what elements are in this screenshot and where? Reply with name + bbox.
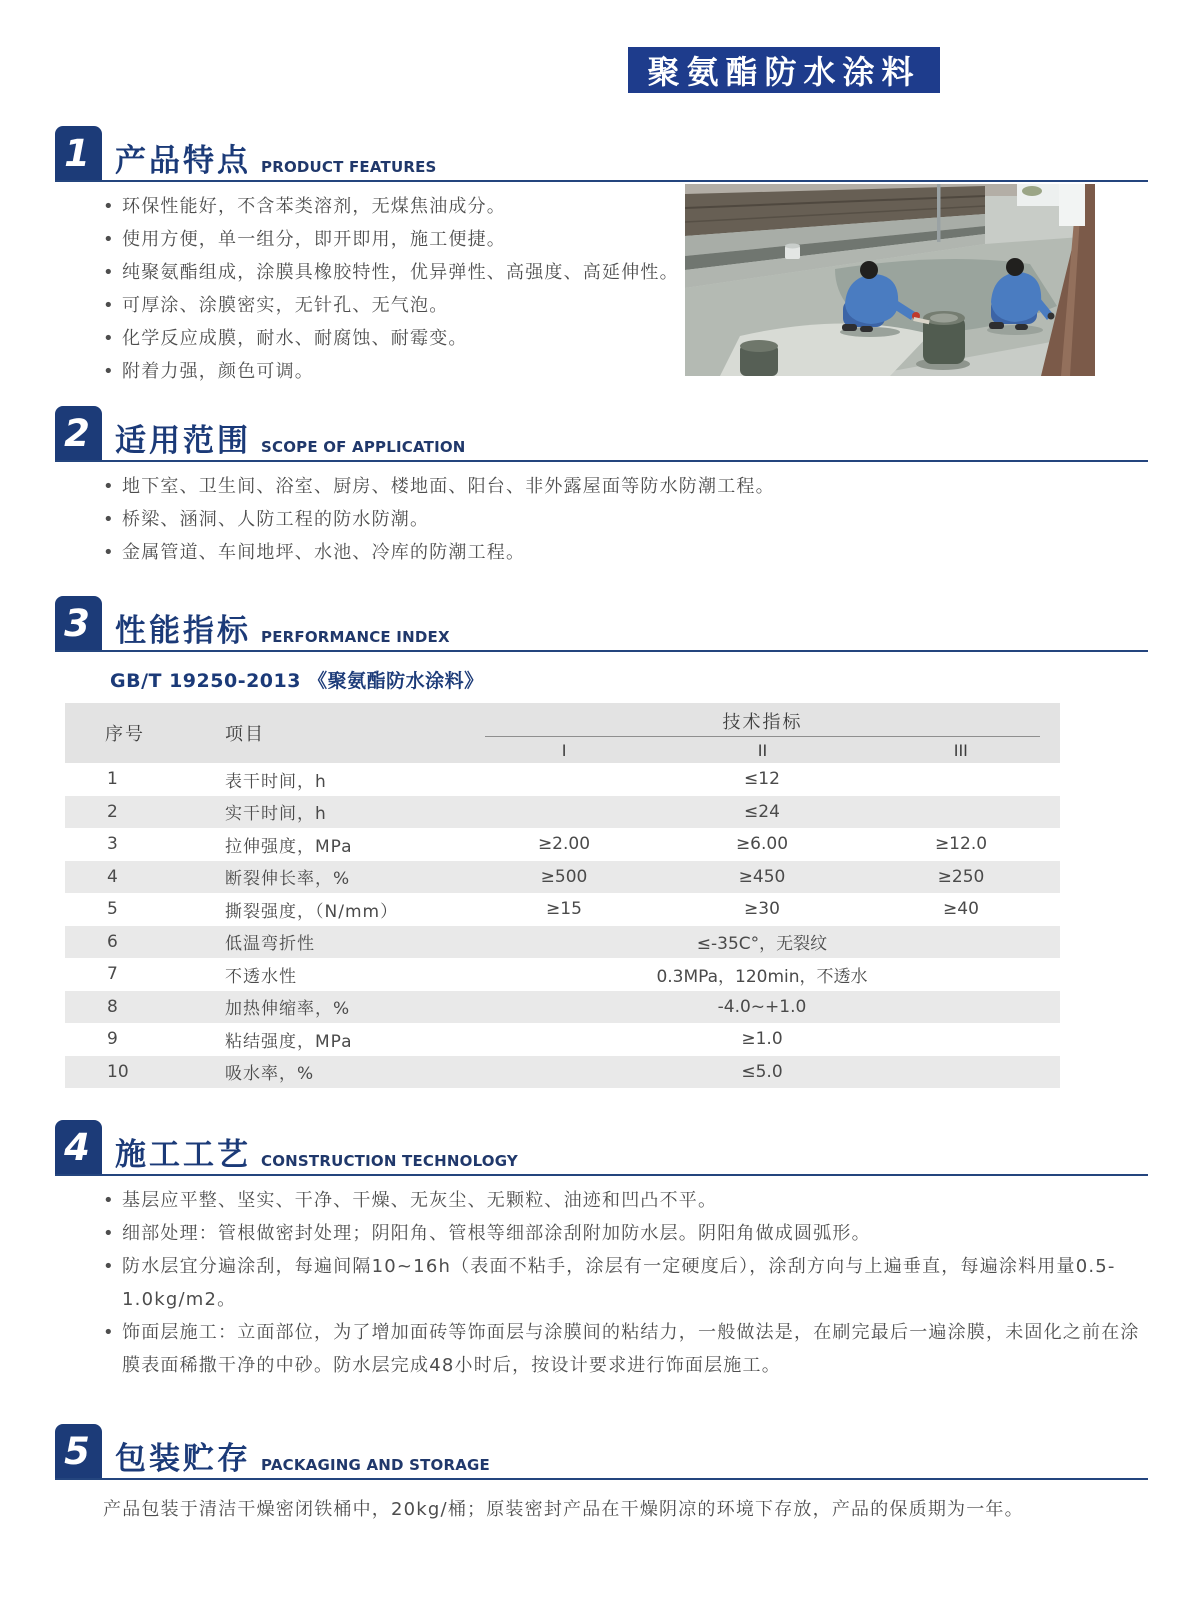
cell-no: 3 <box>107 834 118 855</box>
section-number-badge <box>55 1424 102 1478</box>
section-scope-of-application <box>55 404 1148 569</box>
application-photo <box>685 184 1095 376</box>
list-item: • 地下室、卫生间、浴室、厨房、楼地面、阳台、非外露屋面等防水防潮工程。 <box>103 470 1143 503</box>
list-item: • 防水层宜分遍涂刮，每遍间隔10~16h（表面不粘手，涂层有一定硬度后），涂刮方向与上遍垂直，每遍涂料用量0.5-1.0kg/m2。 <box>103 1250 1148 1316</box>
grade-headers <box>465 737 1060 763</box>
cell-no: 9 <box>107 1029 118 1050</box>
cell-grade-1 <box>465 763 663 796</box>
section-subtitle: PERFORMANCE INDEX <box>261 628 450 646</box>
section-header <box>55 1118 1148 1176</box>
list-item: • 纯聚氨酯组成，涂膜具橡胶特性，优异弹性、高强度、高延伸性。 <box>103 256 703 289</box>
cell-no: 2 <box>107 801 118 822</box>
section-heading <box>115 613 450 650</box>
cell-grade-1 <box>465 1023 663 1056</box>
cell-no: 10 <box>107 1061 129 1082</box>
cell-grade-1 <box>465 926 663 959</box>
section-number: 2 <box>64 411 90 455</box>
section-number: 1 <box>64 131 90 175</box>
section-subtitle: PACKAGING AND STORAGE <box>261 1456 490 1474</box>
col-header-seq: 序号 <box>105 724 145 745</box>
cell-grade-3 <box>862 926 1060 959</box>
table-row <box>65 861 1060 894</box>
table-row <box>65 991 1060 1024</box>
list-item: • 可厚涂、涂膜密实，无针孔、无气泡。 <box>103 289 703 322</box>
cell-no: 6 <box>107 931 118 952</box>
section-title: 适用范围 <box>115 423 251 459</box>
cell-grade-1 <box>465 991 663 1024</box>
section-number: 3 <box>64 601 90 645</box>
section-subtitle: SCOPE OF APPLICATION <box>261 438 466 456</box>
cell-item: 拉伸强度，MPa <box>225 836 353 857</box>
section-header <box>55 124 1148 182</box>
cell-grade-3 <box>862 1056 1060 1089</box>
cell-grade-3: ≥40 <box>943 899 979 920</box>
table-row <box>65 1023 1060 1056</box>
cell-no: 5 <box>107 899 118 920</box>
section-heading <box>115 1137 518 1174</box>
cell-grade-3 <box>862 958 1060 991</box>
cell-item: 吸水率，% <box>225 1064 315 1085</box>
cell-item: 撕裂强度，（N/mm） <box>225 901 399 922</box>
col-header-grade-2: II <box>757 740 768 760</box>
section-number-badge <box>55 596 102 650</box>
col-header-tech: 技术指标 <box>722 712 803 733</box>
cell-no: 1 <box>107 769 118 790</box>
section-packaging-storage <box>55 1422 1148 1526</box>
product-title-banner: 聚氨酯防水涂料 <box>628 47 940 93</box>
storage-text: 产品包装于清洁干燥密闭铁桶中，20kg/桶；原装密封产品在干燥阴凉的环境下存放，产品的保质期为一年。 <box>103 1499 1024 1520</box>
col-header-grade-3: III <box>953 740 968 760</box>
table-row <box>65 763 1060 796</box>
list-item: • 化学反应成膜，耐水、耐腐蚀、耐霉变。 <box>103 322 703 355</box>
table-row <box>65 926 1060 959</box>
table-header <box>65 703 1060 763</box>
list-item: • 附着力强，颜色可调。 <box>103 355 703 388</box>
table-row <box>65 893 1060 926</box>
cell-grade-2: 0.3MPa，120min，不透水 <box>656 966 868 987</box>
table-body <box>65 763 1060 1088</box>
feature-list <box>103 190 703 388</box>
section-number-badge <box>55 406 102 460</box>
cell-grade-1: ≥15 <box>546 899 582 920</box>
cell-grade-3 <box>862 796 1060 829</box>
section-number: 4 <box>64 1125 90 1169</box>
table-row <box>65 958 1060 991</box>
section-construction-technology <box>55 1118 1148 1382</box>
table-row <box>65 828 1060 861</box>
cell-grade-2: ≤12 <box>744 769 780 790</box>
cell-grade-1 <box>465 796 663 829</box>
application-list <box>103 470 1143 569</box>
list-item: • 桥梁、涵洞、人防工程的防水防潮。 <box>103 503 1143 536</box>
cell-item: 不透水性 <box>225 966 297 987</box>
section-title: 包装贮存 <box>115 1441 251 1477</box>
performance-table <box>65 703 1060 1088</box>
section-title: 产品特点 <box>115 143 251 179</box>
standard-reference: GB/T 19250-2013 《聚氨酯防水涂料》 <box>110 670 484 692</box>
cell-item: 加热伸缩率，% <box>225 999 351 1020</box>
cell-grade-1 <box>465 958 663 991</box>
list-item: • 基层应平整、坚实、干净、干燥、无灰尘、无颗粒、油迹和凹凸不平。 <box>103 1184 1148 1217</box>
cell-grade-2: ≥6.00 <box>735 834 789 855</box>
section-header <box>55 404 1148 462</box>
cell-item: 断裂伸长率，% <box>225 869 351 890</box>
section-heading <box>115 1441 490 1478</box>
cell-item: 表干时间，h <box>225 771 327 792</box>
cell-grade-1 <box>465 1056 663 1089</box>
cell-grade-2: ≤24 <box>744 801 780 822</box>
cell-grade-2: ≤5.0 <box>741 1061 783 1082</box>
cell-grade-2: ≥1.0 <box>741 1029 783 1050</box>
section-number-badge <box>55 1120 102 1174</box>
cell-grade-2: -4.0~+1.0 <box>717 996 807 1017</box>
section-header <box>55 594 1148 652</box>
section-heading <box>115 423 466 460</box>
section-subtitle: PRODUCT FEATURES <box>261 158 437 176</box>
section-title: 施工工艺 <box>115 1137 251 1173</box>
cell-grade-3: ≥12.0 <box>934 834 988 855</box>
cell-item: 粘结强度，MPa <box>225 1031 353 1052</box>
cell-grade-2: ≥30 <box>744 899 780 920</box>
cell-grade-3 <box>862 1023 1060 1056</box>
construction-steps-list <box>103 1184 1148 1382</box>
cell-grade-1: ≥2.00 <box>537 834 591 855</box>
section-heading <box>115 143 437 180</box>
section-title: 性能指标 <box>115 613 251 649</box>
cell-item: 实干时间，h <box>225 804 327 825</box>
section-number-badge <box>55 126 102 180</box>
cell-grade-3 <box>862 991 1060 1024</box>
col-header-item: 项目 <box>225 724 265 745</box>
cell-grade-1: ≥500 <box>540 866 588 887</box>
table-row <box>65 1056 1060 1089</box>
cell-no: 7 <box>107 964 118 985</box>
section-header <box>55 1422 1148 1480</box>
col-header-grade-1: I <box>561 740 567 760</box>
section-subtitle: CONSTRUCTION TECHNOLOGY <box>261 1152 518 1170</box>
section-performance-index <box>55 594 1148 1088</box>
cell-grade-2: ≥450 <box>738 866 786 887</box>
cell-item: 低温弯折性 <box>225 934 315 955</box>
cell-no: 8 <box>107 996 118 1017</box>
cell-grade-3 <box>862 763 1060 796</box>
table-row <box>65 796 1060 829</box>
cell-grade-3: ≥250 <box>937 866 985 887</box>
list-item: • 细部处理：管根做密封处理；阴阳角、管根等细部涂刮附加防水层。阴阳角做成圆弧形。 <box>103 1217 1148 1250</box>
cell-no: 4 <box>107 866 118 887</box>
list-item: • 环保性能好，不含苯类溶剂，无煤焦油成分。 <box>103 190 703 223</box>
list-item: • 饰面层施工：立面部位，为了增加面砖等饰面层与涂膜间的粘结力，一般做法是，在刷完最后一遍涂膜，未固化之前在涂膜表面稀撒干净的中砂。防水层完成48小时后，按设计要求进行饰面层施工。 <box>103 1316 1148 1382</box>
cell-grade-2: ≤-35C°，无裂纹 <box>696 934 828 955</box>
section-number: 5 <box>64 1429 90 1473</box>
list-item: • 使用方便，单一组分，即开即用，施工便捷。 <box>103 223 703 256</box>
list-item: • 金属管道、车间地坪、水池、冷库的防潮工程。 <box>103 536 1143 569</box>
